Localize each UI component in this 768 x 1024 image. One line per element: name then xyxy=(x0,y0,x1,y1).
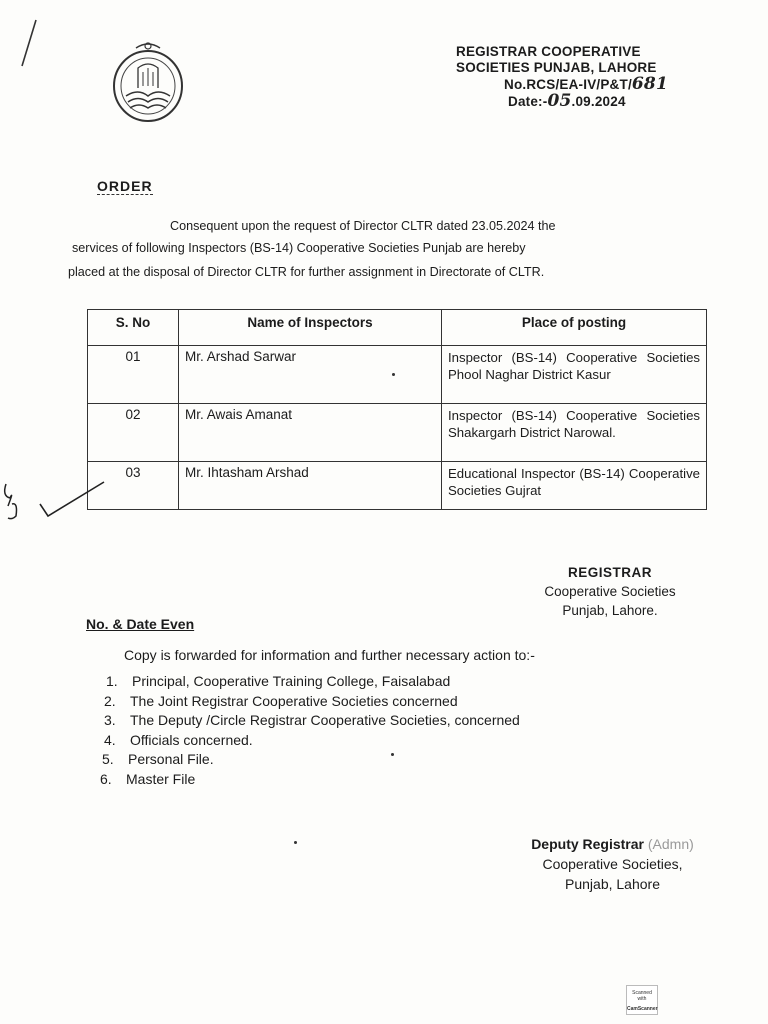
registrar-line-3: Punjab, Lahore. xyxy=(562,603,658,618)
handwritten-tick-icon xyxy=(0,476,110,526)
stray-dot xyxy=(392,373,395,376)
stray-dot xyxy=(294,841,297,844)
list-item: 1. Principal, Cooperative Training College, Faisalabad xyxy=(106,673,451,689)
column-header-place: Place of posting xyxy=(442,310,707,346)
cell-sno: 03 xyxy=(88,462,179,510)
registrar-title: REGISTRAR xyxy=(567,565,652,580)
handwritten-ref-number: 681 xyxy=(631,74,668,94)
list-item: 5. Personal File. xyxy=(102,751,214,767)
cell-name: Mr. Arshad Sarwar xyxy=(179,346,442,404)
table-row xyxy=(88,346,707,404)
registrar-signature-block xyxy=(510,563,710,620)
order-paragraph-line-3: placed at the disposal of Director CLTR for further assignment in Directorate of CLTR. xyxy=(68,265,545,279)
list-item: 6. Master File xyxy=(100,770,196,787)
list-item: 4. Officials concerned. xyxy=(104,731,253,748)
header-line-1: REGISTRAR COOPERATIVE xyxy=(456,44,641,59)
list-item: 3. The Deputy /Circle Registrar Cooperative Societies, concerned xyxy=(104,712,520,728)
order-date: Date:-05.09.2024 xyxy=(508,91,626,111)
office-header xyxy=(456,44,756,110)
column-header-sno: S. No xyxy=(88,310,179,346)
list-item: 2. The Joint Registrar Cooperative Societies concerned xyxy=(104,692,458,709)
copy-intro: Copy is forwarded for information and further necessary action to:- xyxy=(124,647,535,663)
deputy-registrar-line-3: Punjab, Lahore xyxy=(565,876,660,892)
cell-sno: 01 xyxy=(88,346,179,404)
cell-place: Inspector (BS-14) Cooperative Societies Shakargarh District Narowal. xyxy=(442,404,707,462)
order-paragraph-line-1: Consequent upon the request of Director CLTR dated 23.05.2024 the xyxy=(170,219,556,233)
cell-name: Mr. Awais Amanat xyxy=(179,404,442,462)
table-row xyxy=(88,404,707,462)
deputy-registrar-title: Deputy Registrar (Admn) xyxy=(531,836,694,852)
deputy-registrar-line-2: Cooperative Societies, xyxy=(542,856,683,872)
distribution-list xyxy=(97,672,520,789)
government-of-punjab-seal-icon xyxy=(108,38,188,124)
order-title: ORDER xyxy=(97,178,153,194)
handwritten-date-day: 05 xyxy=(547,91,572,111)
reference-number: No.RCS/EA-IV/P&T/681 xyxy=(504,74,668,94)
deputy-registrar-signature-block xyxy=(505,834,720,894)
cell-sno: 02 xyxy=(88,404,179,462)
table-row xyxy=(88,462,707,510)
copy-section-title: No. & Date Even xyxy=(86,616,195,632)
registrar-line-2: Cooperative Societies xyxy=(544,584,676,599)
cell-place: Inspector (BS-14) Cooperative Societies Phool Naghar District Kasur xyxy=(442,346,707,404)
cell-name: Mr. Ihtasham Arshad xyxy=(179,462,442,510)
cell-place: Educational Inspector (BS-14) Cooperative Societies Gujrat xyxy=(442,462,707,510)
header-line-2: SOCIETIES PUNJAB, LAHORE xyxy=(456,60,657,75)
table-header-row xyxy=(88,310,707,346)
camscanner-badge: Scanned with CamScanner xyxy=(626,985,658,1015)
column-header-name: Name of Inspectors xyxy=(179,310,442,346)
inspectors-table xyxy=(87,309,707,510)
order-paragraph-line-2: services of following Inspectors (BS-14) Cooperative Societies Punjab are hereby xyxy=(72,241,526,255)
handwritten-slash-mark xyxy=(16,18,40,70)
